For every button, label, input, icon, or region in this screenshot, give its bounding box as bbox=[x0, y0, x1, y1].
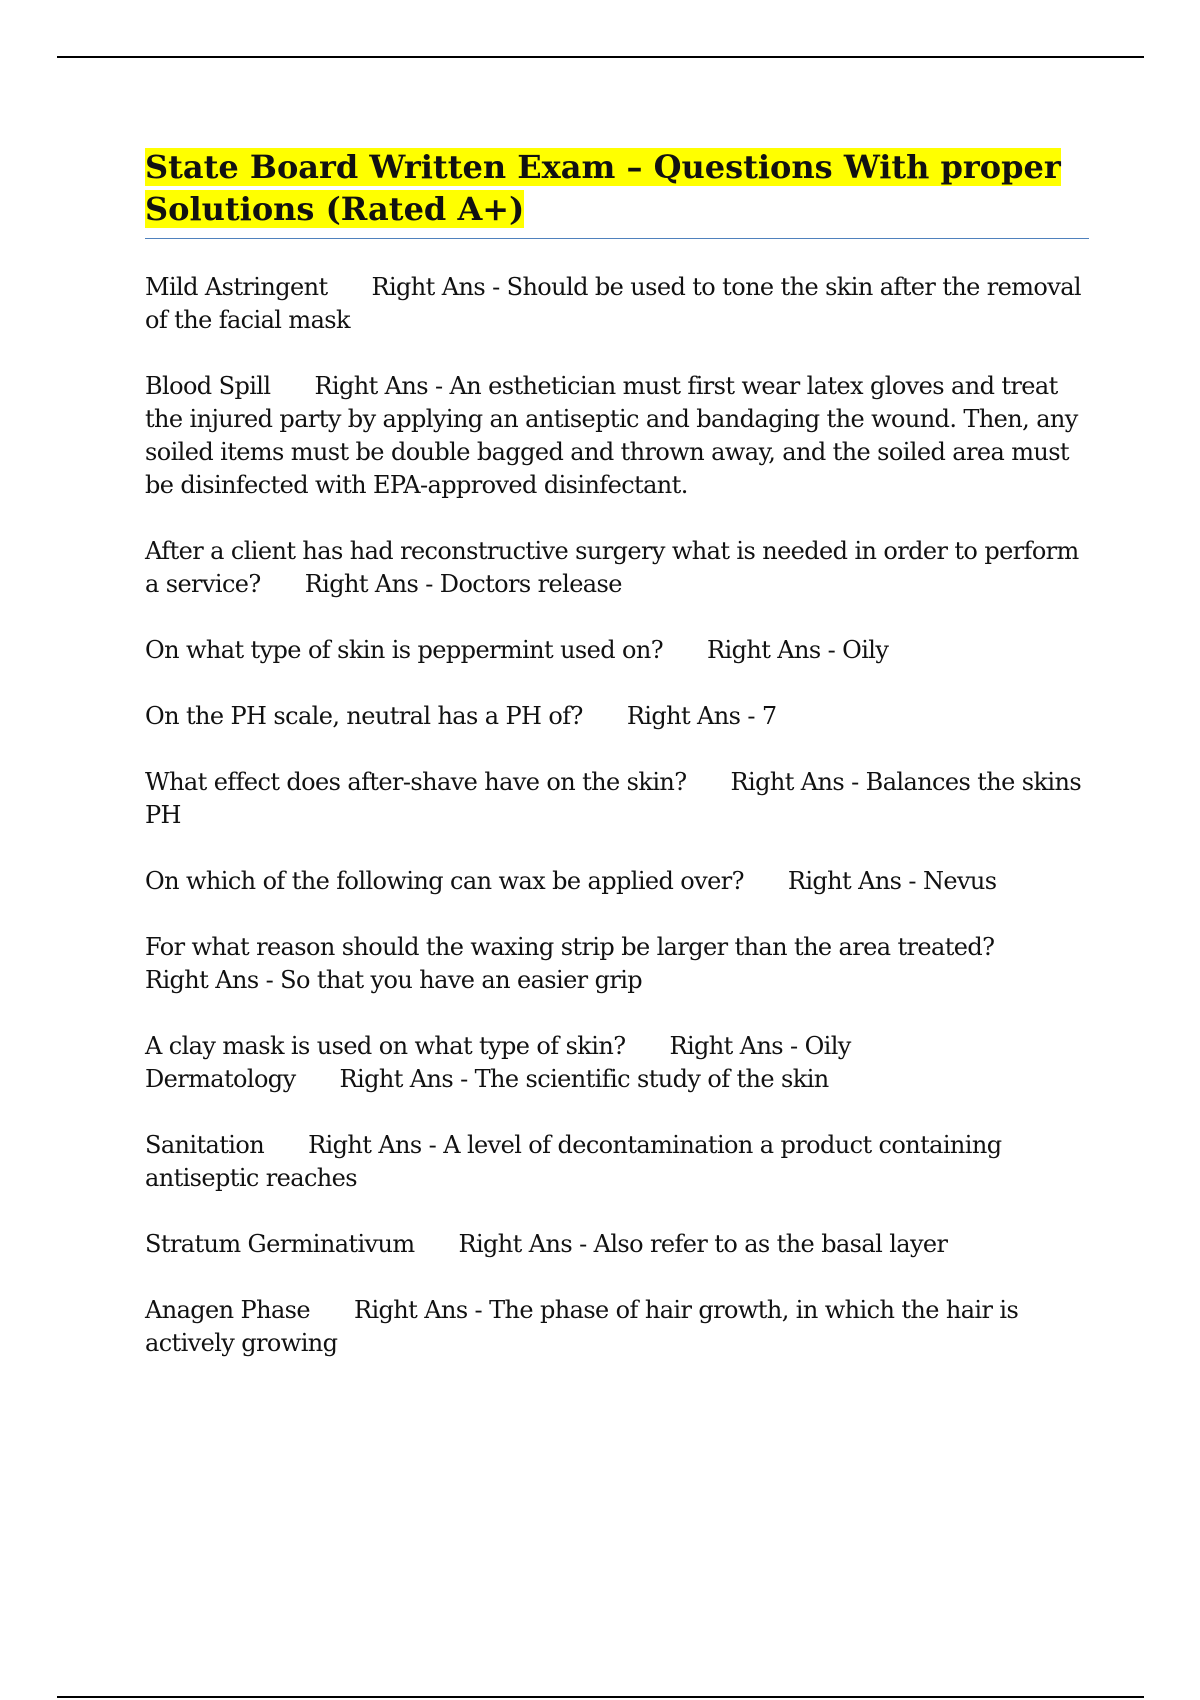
question: On which of the following can wax be applied over? bbox=[145, 867, 744, 895]
qa-item bbox=[145, 700, 1090, 733]
answer: Right Ans - The phase of hair growth, in which the hair is actively growing bbox=[145, 1296, 1019, 1357]
question: On the PH scale, neutral has a PH of? bbox=[145, 702, 583, 730]
answer: Right Ans - An esthetician must first wear latex gloves and treat the injured party by applying an antiseptic and bandaging the wound. Then, any soiled items must be double bagged and thrown away, and the soiled area must be disinfected with EPA-approved disinfectant. bbox=[145, 372, 1078, 499]
qa-item bbox=[145, 634, 1090, 667]
question: Anagen Phase bbox=[145, 1296, 310, 1324]
qa-item bbox=[145, 1030, 1090, 1063]
question: A clay mask is used on what type of skin? bbox=[145, 1032, 626, 1060]
qa-item bbox=[145, 370, 1090, 502]
answer: Right Ans - Nevus bbox=[787, 867, 997, 895]
qa-item bbox=[145, 766, 1090, 832]
footer-rule bbox=[57, 1696, 1144, 1698]
question: Stratum Germinativum bbox=[145, 1230, 415, 1258]
answer: Right Ans - Oily bbox=[707, 636, 889, 664]
question: Sanitation bbox=[145, 1131, 265, 1159]
answer: Right Ans - So that you have an easier grip bbox=[145, 966, 643, 994]
qa-item bbox=[145, 271, 1090, 337]
header-rule bbox=[57, 56, 1144, 58]
qa-item bbox=[145, 1129, 1090, 1195]
question: On what type of skin is peppermint used on? bbox=[145, 636, 664, 664]
question: What effect does after-shave have on the skin? bbox=[145, 768, 687, 796]
qa-list bbox=[145, 271, 1090, 1393]
title-underline bbox=[145, 238, 1089, 239]
answer: Right Ans - Also refer to as the basal layer bbox=[458, 1230, 948, 1258]
question: After a client has had reconstructive surgery what is needed in order to perform a service? bbox=[145, 537, 1079, 598]
title-block bbox=[145, 146, 1090, 230]
answer: Right Ans - Oily bbox=[669, 1032, 851, 1060]
answer: Right Ans - Balances the skins PH bbox=[145, 768, 1082, 829]
document-title-text: State Board Written Exam – Questions With proper Solutions (Rated A+) bbox=[145, 148, 1061, 228]
question: Mild Astringent bbox=[145, 273, 328, 301]
answer: Right Ans - 7 bbox=[626, 702, 777, 730]
document-title bbox=[145, 146, 1090, 230]
answer: Right Ans - The scientific study of the skin bbox=[339, 1065, 829, 1093]
qa-item bbox=[145, 1228, 1090, 1261]
answer: Right Ans - Doctors release bbox=[304, 570, 622, 598]
qa-item bbox=[145, 931, 1090, 997]
question: Dermatology bbox=[145, 1065, 296, 1093]
qa-item bbox=[145, 865, 1090, 898]
qa-item bbox=[145, 1063, 1090, 1096]
question: For what reason should the waxing strip be larger than the area treated? bbox=[145, 933, 995, 961]
answer: Right Ans - Should be used to tone the skin after the removal of the facial mask bbox=[145, 273, 1082, 334]
qa-item bbox=[145, 1294, 1090, 1360]
qa-item bbox=[145, 535, 1090, 601]
question: Blood Spill bbox=[145, 372, 271, 400]
answer: Right Ans - A level of decontamination a product containing antiseptic reaches bbox=[145, 1131, 1002, 1192]
